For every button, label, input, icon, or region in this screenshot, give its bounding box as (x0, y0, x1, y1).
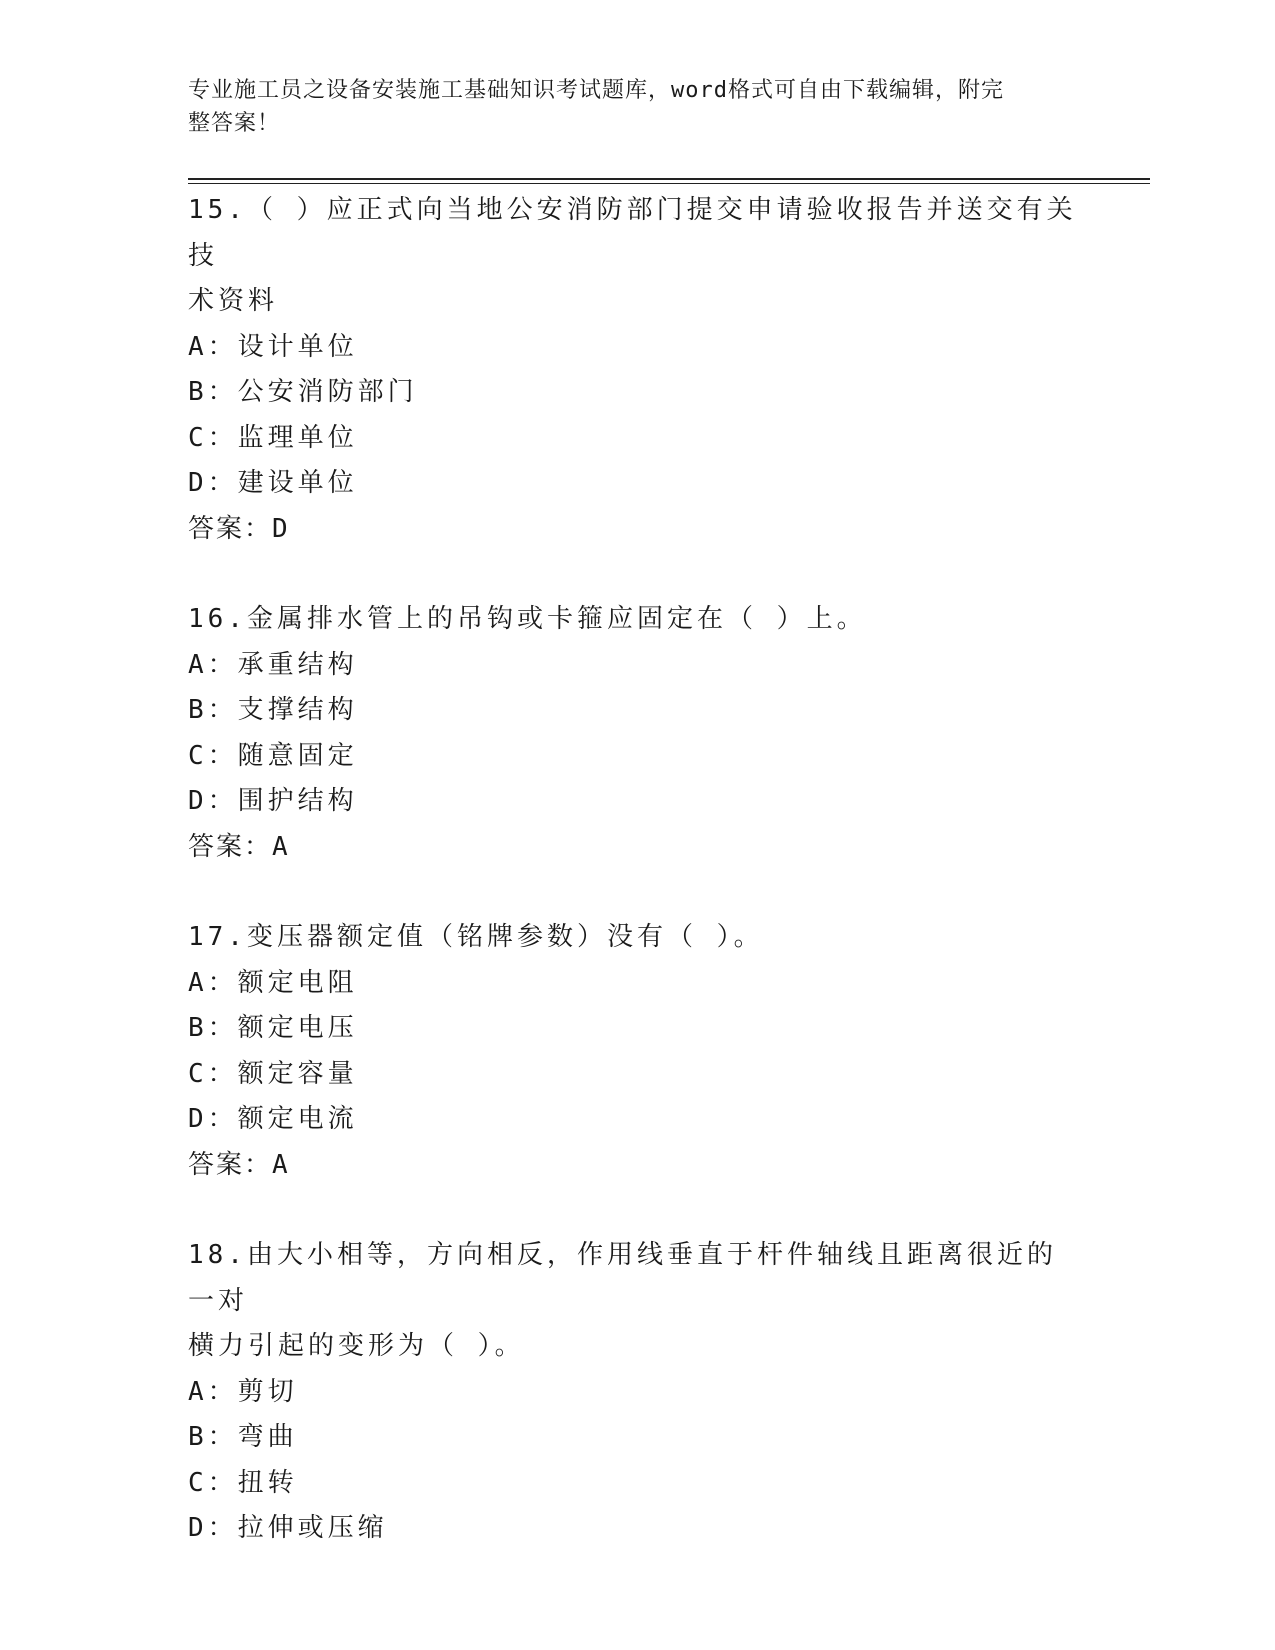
option-b: B：公安消防部门 (188, 377, 418, 407)
option-a: A：设计单位 (188, 331, 358, 362)
question-list (188, 188, 1088, 1597)
option-c: C：监理单位 (188, 422, 358, 453)
answer-label: 答案：D (188, 513, 290, 544)
option-b: B：弯曲 (188, 1422, 298, 1452)
document-header (188, 74, 1068, 140)
question-16 (188, 597, 1088, 870)
answer-label: 答案：A (188, 1149, 290, 1180)
option-b: B：支撑结构 (188, 695, 358, 725)
question-stem-line-1: 18.由大小相等，方向相反，作用线垂直于杆件轴线且距离很近的一对 (188, 1240, 1057, 1316)
question-15 (188, 188, 1088, 552)
option-a: A：额定电阻 (188, 967, 358, 998)
option-d: D：围护结构 (188, 786, 358, 816)
option-b: B：额定电压 (188, 1013, 358, 1043)
option-a: A：剪切 (188, 1376, 298, 1407)
question-stem-line-1: 15.（ ）应正式向当地公安消防部门提交申请验收报告并送交有关技 (188, 195, 1077, 271)
question-stem-line-2: 横力引起的变形为（ ）。 (188, 1331, 525, 1361)
question-18 (188, 1233, 1088, 1552)
header-line-1: 专业施工员之设备安装施工基础知识考试题库，word格式可自由下载编辑，附完 (188, 78, 1004, 103)
option-d: D：额定电流 (188, 1104, 358, 1134)
question-stem-line-2: 术资料 (188, 286, 279, 316)
header-divider-thin (188, 183, 1150, 184)
option-d: D：建设单位 (188, 468, 358, 498)
option-c: C：额定容量 (188, 1058, 358, 1089)
header-divider-thick (188, 178, 1150, 180)
header-line-2: 整答案！ (188, 111, 281, 136)
answer-label: 答案：A (188, 831, 290, 862)
option-a: A：承重结构 (188, 649, 358, 680)
question-17 (188, 915, 1088, 1188)
option-c: C：随意固定 (188, 740, 358, 771)
option-c: C：扭转 (188, 1467, 298, 1498)
question-stem-line-1: 17.变压器额定值（铭牌参数）没有（ ）。 (188, 922, 764, 952)
option-d: D：拉伸或压缩 (188, 1513, 388, 1543)
question-stem-line-1: 16.金属排水管上的吊钩或卡箍应固定在（ ）上。 (188, 604, 867, 634)
